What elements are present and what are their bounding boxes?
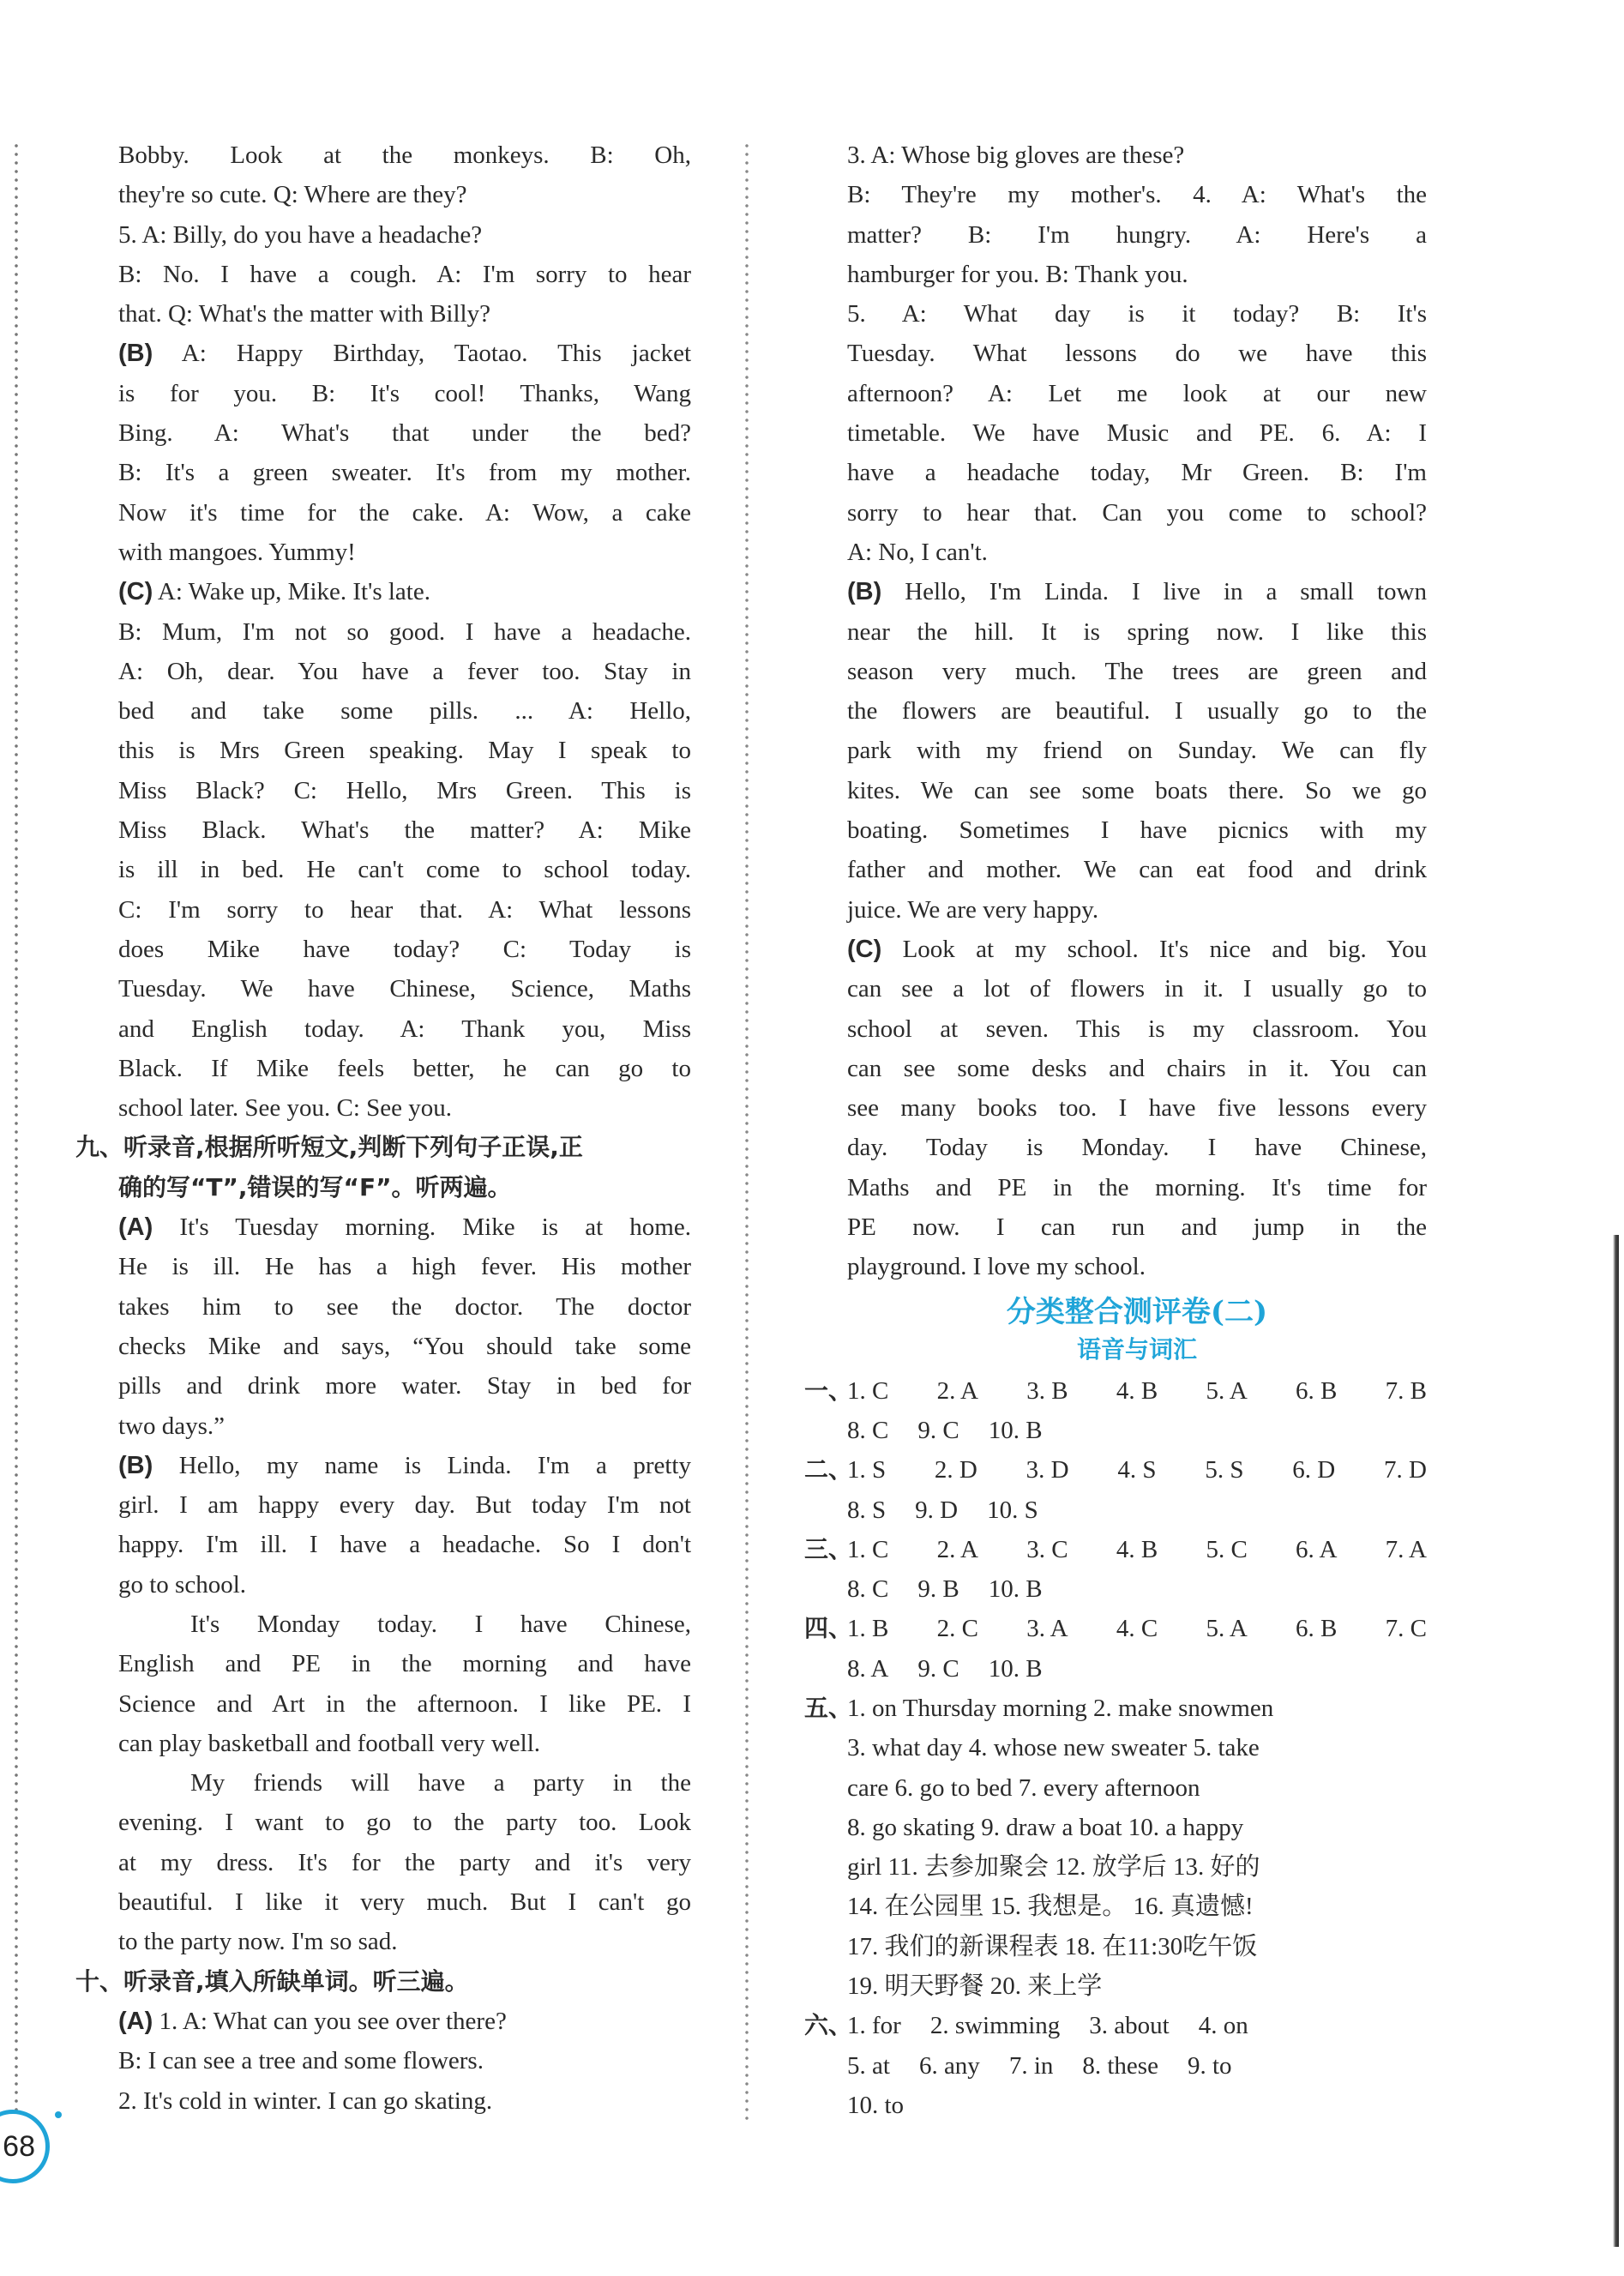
section-label: 六、 [804,2011,853,2040]
section-label: 四、 [804,1614,853,1643]
paragraph-c [847,930,1427,969]
paragraph-a [118,1207,691,1247]
answer: 4. B [1116,1535,1158,1563]
answer: 6. B [1296,1615,1338,1643]
marker: (A) [118,2007,153,2035]
text: 1. A: What can you see over there? [153,2007,507,2035]
answer: 10. B [988,1416,1043,1444]
text-line: this is Mrs Green speaking. May I speak to [118,737,691,765]
text-line: kites. We can see some boats there. So we go [847,776,1427,804]
text-line: does Mike have today? C: Today is [118,935,691,963]
answer: 8. S [847,1496,887,1524]
answer: 4. on [1198,2012,1248,2040]
paragraph-b [118,1446,691,1485]
test-title: 分类整合测评卷(二) [1006,1294,1268,1329]
answer-line: care 6. go to bed 7. every afternoon [847,1773,1200,1802]
text-line: evening. I want to go to the party too. Look [118,1809,691,1837]
text-line: 2. It's cold in winter. I can go skating. [118,2086,493,2115]
text-line: hamburger for you. B: Thank you. [847,260,1188,288]
section-9-heading: 九、听录音,根据所听短文,判断下列句子正误,正 [75,1133,583,1162]
text-line: My friends will have a party in the [190,1769,691,1797]
marker: (B) [118,1451,153,1479]
section-label: 三、 [804,1534,853,1563]
answer: 1. C [847,1376,889,1405]
text-line: Black. If Mike feels better, he can go to [118,1054,691,1082]
text-line: is for you. B: It's cool! Thanks, Wang [118,379,691,407]
answer: 6. D [1292,1456,1336,1484]
answer: 4. S [1117,1456,1157,1484]
answer: 6. any [918,2051,980,2080]
text-line: 3. A: Whose big gloves are these? [847,141,1185,169]
paragraph-a [118,2002,691,2041]
text-line: matter? B: I'm hungry. A: Here's a [847,220,1427,249]
marker: (B) [118,340,153,368]
answer: 4. C [1116,1615,1158,1643]
answer: 2. swimming [929,2012,1061,2040]
text: Hello, my name is Linda. I'm a pretty [153,1451,691,1479]
answer: 6. B [1296,1376,1338,1405]
answer-row [804,1371,1427,1411]
text: Look at my school. It's nice and big. You [881,935,1427,963]
text-line: go to school. [118,1570,247,1599]
text-line: A: No, I can't. [847,538,988,566]
text-line: to the party now. I'm so sad. [118,1928,398,1956]
text-line: and English today. A: Thank you, Miss [118,1015,691,1043]
paragraph: that. Q: What's the matter with Billy? [118,300,490,328]
answer: 1. B [847,1615,889,1643]
text-line: Maths and PE in the morning. It's time for [847,1173,1427,1201]
answer: 5. C [1206,1535,1248,1563]
text-line: can see some desks and chairs in it. You can [847,1054,1427,1082]
section-9-heading-cont: 确的写“T”,错误的写“F”。听两遍。 [118,1172,512,1201]
text-line: It's Monday today. I have Chinese, [190,1610,691,1638]
text-line: C: I'm sorry to hear that. A: What lessons [118,895,691,924]
text-line: A: Oh, dear. You have a fever too. Stay in [118,657,691,685]
text-line: bed and take some pills. ... A: Hello, [118,697,691,726]
answer-row [804,2006,1427,2045]
text-line: checks Mike and says, “You should take some [118,1332,691,1360]
answer-row [847,1569,1427,1609]
text-line: school later. See you. C: See you. [118,1094,453,1123]
answer-line: girl 11. 去参加聚会 12. 放学后 13. 好的 [847,1853,1260,1882]
text-line: at my dress. It's for the party and it's very [118,1848,691,1876]
text: A: Wake up, Mike. It's late. [153,578,430,606]
answer: 3. B [1026,1376,1068,1405]
answer: 7. D [1383,1456,1427,1484]
answer: 4. B [1116,1376,1158,1405]
text-line: have a headache today, Mr Green. B: I'm [847,459,1427,487]
text: It's Tuesday morning. Mike is at home. [153,1213,691,1242]
text-line: two days.” [118,1412,226,1440]
left-column [75,135,691,2121]
answer: 1. S [847,1456,887,1484]
answer-line: 8. go skating 9. draw a boat 10. a happy [847,1813,1244,1841]
answer-line: 14. 在公园里 15. 我想是。 16. 真遗憾! [847,1893,1254,1921]
page-number: 68 [3,2129,35,2163]
marker: (C) [118,578,153,606]
text-line: Miss Black? C: Hello, Mrs Green. This is [118,776,691,804]
section-label: 一、 [804,1376,853,1405]
text-line: school at seven. This is my classroom. You [847,1015,1427,1043]
answer-row [804,1530,1427,1569]
text-line: B: Mum, I'm not so good. I have a headache. [118,617,691,646]
text-line: juice. We are very happy. [847,895,1099,924]
text-line: B: It's a green sweater. It's from my mother. [118,459,691,487]
answer: 1. C [847,1535,889,1563]
section-label: 五、 [804,1693,853,1722]
answer: 9. D [915,1496,959,1524]
answer: 5. A [1206,1615,1248,1643]
text-line: happy. I'm ill. I have a headache. So I don't [118,1531,691,1559]
answer-row [847,2046,1427,2086]
binding-dots [12,141,21,2113]
answer-line: 3. what day 4. whose new sweater 5. take [847,1734,1260,1762]
text-line: He is ill. He has a high fever. His mother [118,1253,691,1281]
text: A: Happy Birthday, Taotao. This jacket [153,340,691,368]
answer-row [804,1609,1427,1648]
answer: 8. C [847,1575,889,1604]
text-line: can see a lot of flowers in it. I usually go to [847,975,1427,1003]
text-line: boating. Sometimes I have picnics with my [847,816,1427,845]
answer: 10. B [988,1575,1043,1604]
section-10-heading: 十、听录音,填入所缺单词。听三遍。 [75,1966,469,1996]
answer-row [804,1689,1427,1728]
text-line: near the hill. It is spring now. I like this [847,617,1427,646]
marker: (B) [847,578,882,606]
text-line: is ill in bed. He can't come to school today. [118,856,691,884]
marker: (A) [118,1213,153,1242]
text-line: with mangoes. Yummy! [118,538,356,566]
answer: 9. to [1187,2051,1232,2080]
text-line: Now it's time for the cake. A: Wow, a cake [118,498,691,527]
answer: 3. A [1026,1615,1068,1643]
text-line: sorry to hear that. Can you come to school? [847,498,1427,527]
text: Hello, I'm Linda. I live in a small town [881,578,1427,606]
answer: 7. C [1385,1615,1427,1643]
answer: 2. C [936,1615,978,1643]
text-line: Bing. A: What's that under the bed? [118,419,691,448]
answer: 5. S [1205,1456,1244,1484]
text-line: Tuesday. We have Chinese, Science, Maths [118,975,691,1003]
answer: 3. about [1089,2012,1170,2040]
answer: 8. A [847,1654,889,1683]
text-line: father and mother. We can eat food and drink [847,856,1427,884]
answer: 10. B [988,1654,1043,1683]
answer-row [847,2086,1427,2125]
answer: 5. A [1206,1376,1248,1405]
text-line: playground. I love my school. [847,1253,1146,1281]
answer: 8. these [1082,2051,1158,2080]
answer: 7. in [1008,2051,1054,2080]
text-line: timetable. We have Music and PE. 6. A: I [847,419,1427,448]
text-line: can play basketball and football very well. [118,1729,541,1757]
answer: 8. C [847,1416,889,1444]
answer: 10. to [847,2091,905,2119]
scan-edge-shadow [1613,1235,1619,2247]
text-line: Miss Black. What's the matter? A: Mike [118,816,691,845]
answer: 7. B [1385,1376,1427,1405]
text-line: park with my friend on Sunday. We can fly [847,737,1427,765]
text-line: English and PE in the morning and have [118,1650,691,1678]
text-line: Tuesday. What lessons do we have this [847,340,1427,368]
text-line: Science and Art in the afternoon. I like PE. I [118,1689,691,1718]
answer: 9. C [917,1416,959,1444]
answer-row [847,1411,1427,1450]
answer: 10. S [987,1496,1038,1524]
text-line: takes him to see the doctor. The doctor [118,1292,691,1321]
paragraph: 5. A: Billy, do you have a headache? [118,220,483,249]
answer: 9. B [917,1575,959,1604]
paragraph: B: No. I have a cough. A: I'm sorry to hear [118,260,691,288]
answer-row [847,1649,1427,1689]
marker: (C) [847,935,882,963]
answer-row [847,1490,1427,1530]
text-line: B: They're my mother's. 4. A: What's the [847,181,1427,209]
text-line: pills and drink more water. Stay in bed for [118,1372,691,1400]
column-divider [743,141,751,2122]
answer: 3. D [1026,1456,1069,1484]
answer: 6. A [1296,1535,1338,1563]
answer: 5. at [847,2051,890,2080]
text-line: afternoon? A: Let me look at our new [847,379,1427,407]
page-badge-dot [55,2111,62,2118]
answer: 2. A [936,1535,978,1563]
section-label: 二、 [804,1455,853,1484]
answer: 2. A [936,1376,978,1405]
text-line: 5. A: What day is it today? B: It's [847,300,1427,328]
paragraph-b [118,334,691,373]
right-column [804,135,1427,2125]
text-line: season very much. The trees are green and [847,657,1427,685]
text-line: day. Today is Monday. I have Chinese, [847,1134,1427,1162]
text-line: beautiful. I like it very much. But I can't go [118,1888,691,1917]
paragraph: Bobby. Look at the monkeys. B: Oh, [118,141,691,169]
page-number-badge [0,2110,50,2183]
answer: 2. D [934,1456,977,1484]
text-line: B: I can see a tree and some flowers. [118,2047,484,2075]
answer: 7. A [1385,1535,1427,1563]
paragraph-b [847,572,1427,611]
answer: 3. C [1026,1535,1068,1563]
answer-row [804,1450,1427,1490]
answer-line: 1. on Thursday morning 2. make snowmen [847,1694,1274,1722]
paragraph-c [118,572,691,611]
text-line: see many books too. I have five lessons every [847,1094,1427,1123]
text-line: girl. I am happy every day. But today I'm not [118,1491,691,1520]
paragraph: they're so cute. Q: Where are they? [118,181,467,209]
answer-line: 19. 明天野餐 20. 来上学 [847,1972,1103,2001]
text-line: PE now. I can run and jump in the [847,1213,1427,1242]
text-line: the flowers are beautiful. I usually go to the [847,697,1427,726]
test-subtitle: 语音与词汇 [1076,1334,1197,1364]
answer-line: 17. 我们的新课程表 18. 在11:30吃午饭 [847,1932,1258,1960]
answer: 9. C [917,1654,959,1683]
answer: 1. for [847,2012,901,2040]
